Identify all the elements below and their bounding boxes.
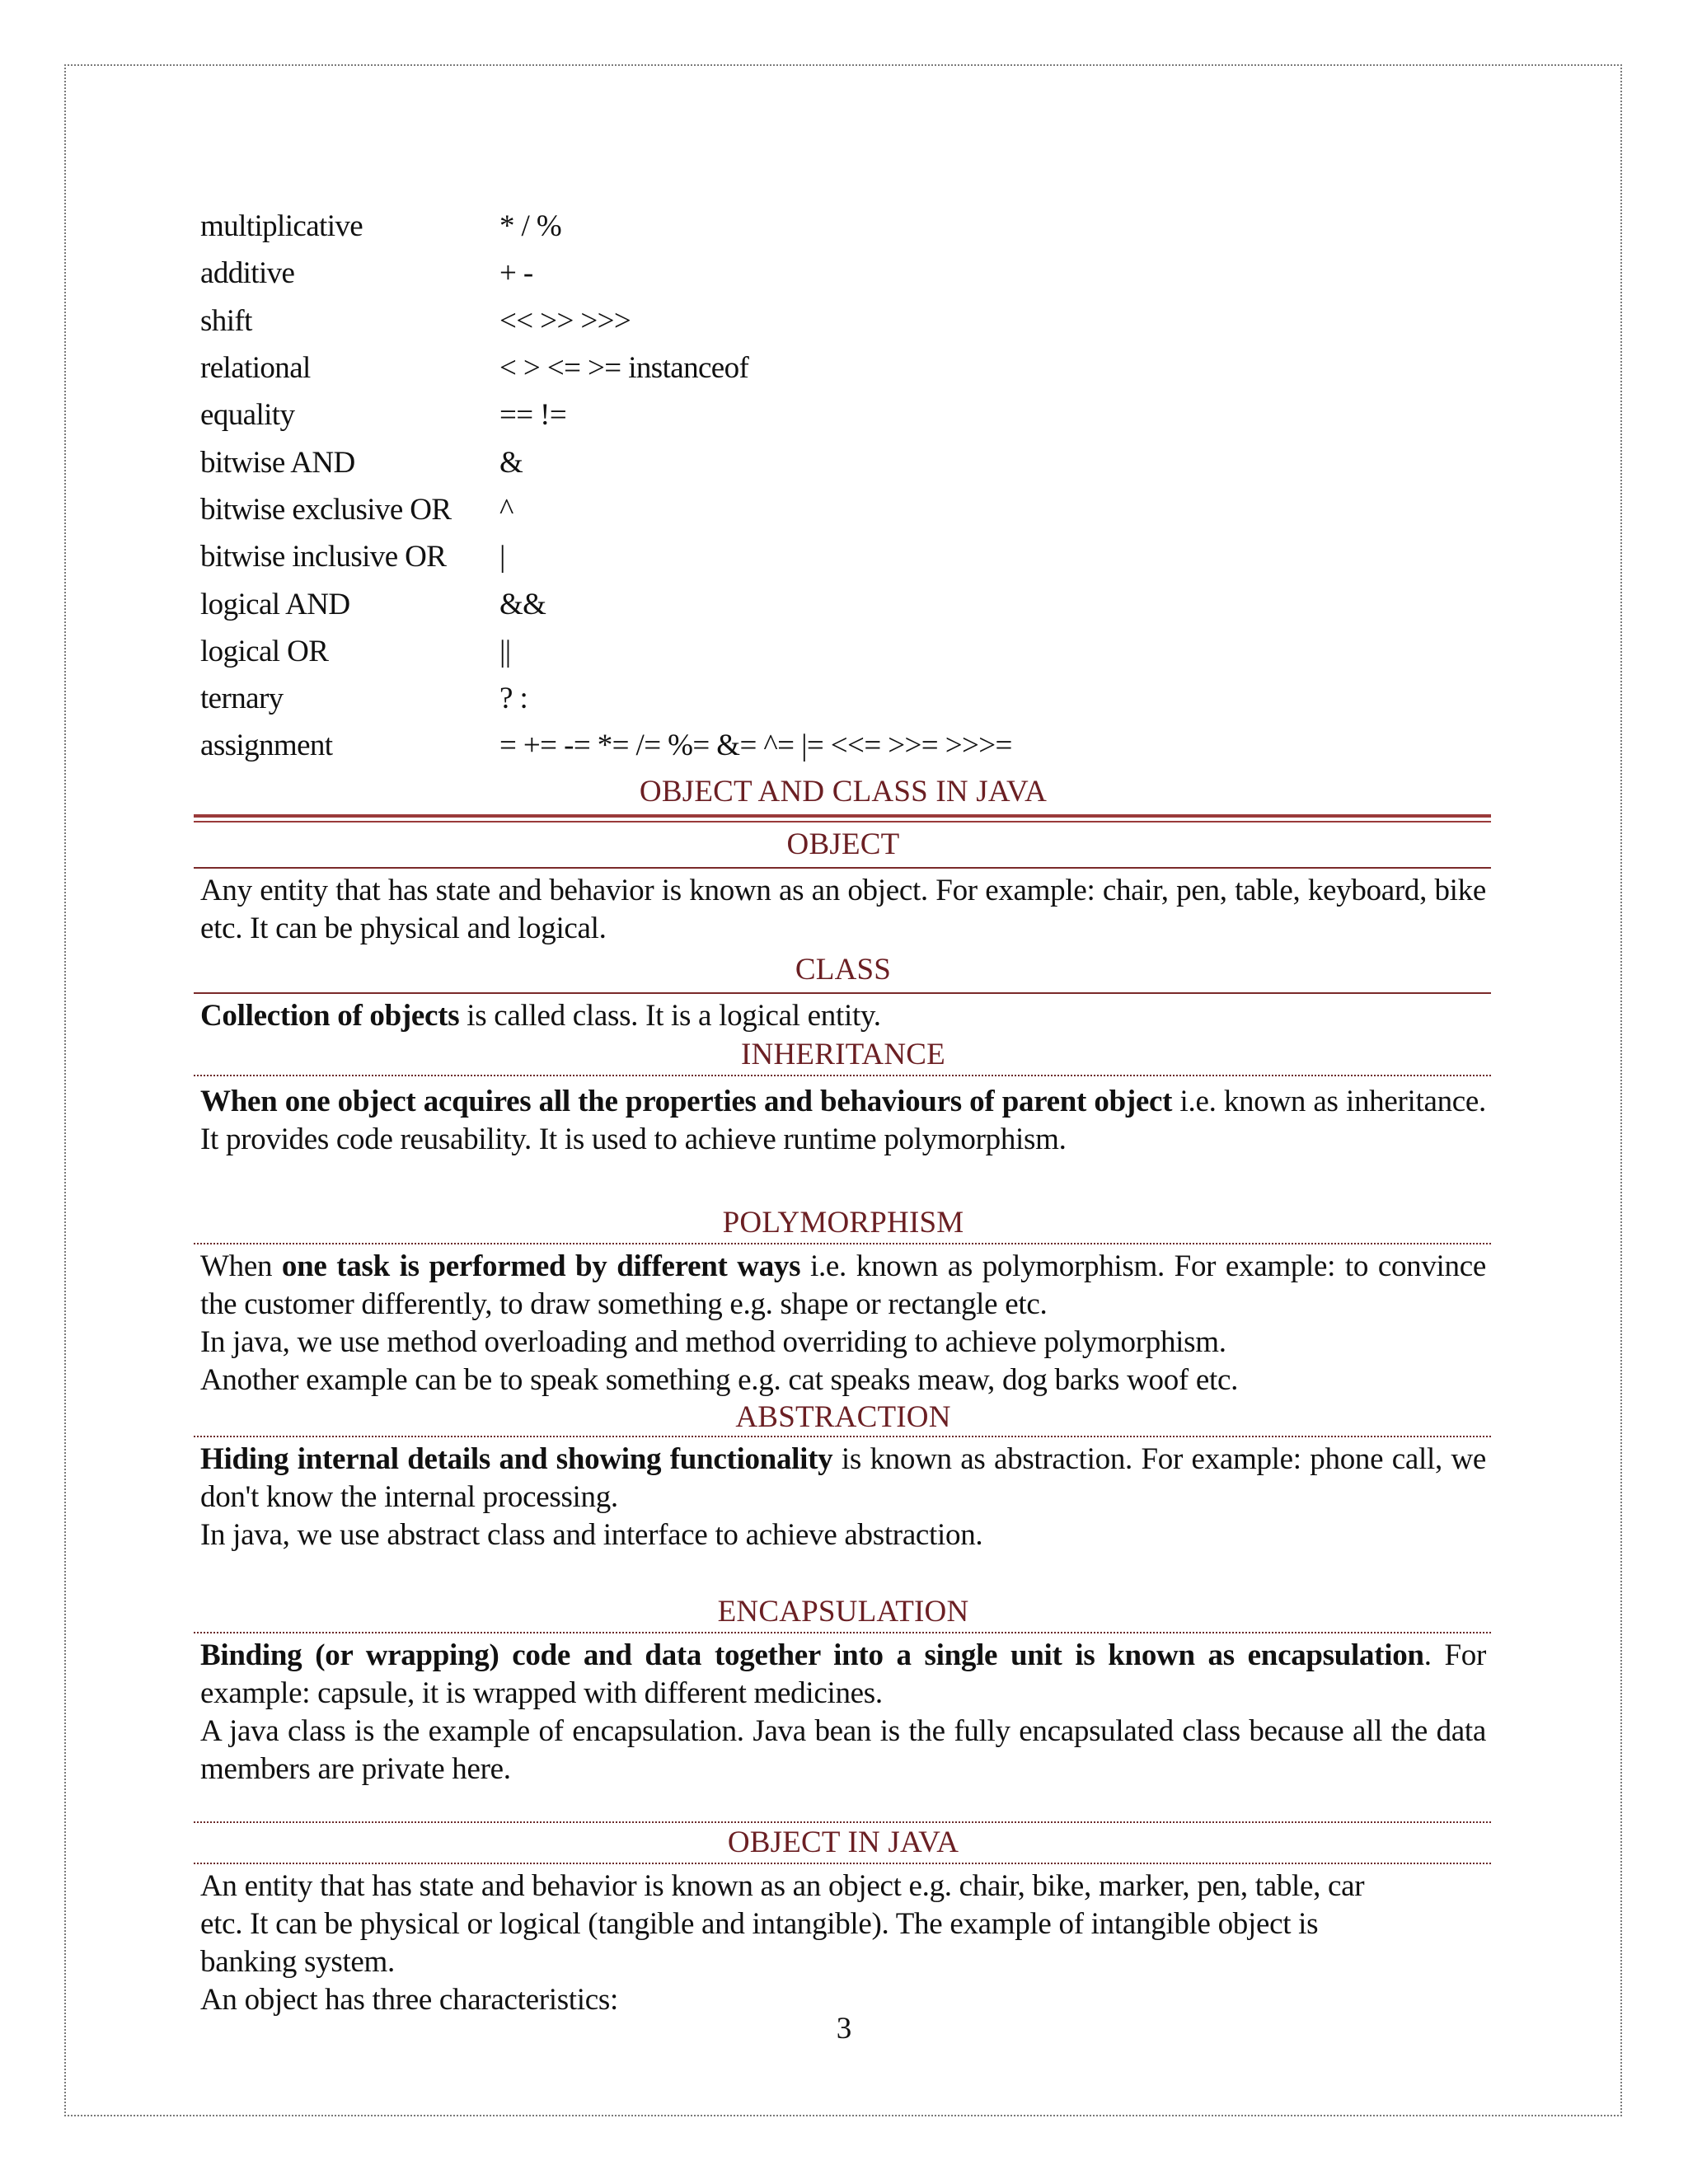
- operator-symbols: &&: [499, 587, 546, 621]
- operator-row: [200, 722, 1486, 769]
- class-bold: Collection of objects: [200, 998, 460, 1033]
- operator-symbols: ^: [499, 492, 513, 527]
- heading-abstraction: ABSTRACTION: [735, 1399, 951, 1434]
- operator-row: [200, 580, 1486, 627]
- document-content: [200, 203, 1486, 2019]
- polymorphism-bold: one task is performed by different ways: [281, 1249, 801, 1283]
- encapsulation-line-2: A java class is the example of encapsulation. Java bean is the fully encapsulated class because all the data members are private here.: [200, 1713, 1486, 1786]
- encapsulation-paragraph: [200, 1637, 1486, 1788]
- spacer: [200, 1554, 1486, 1592]
- operator-row: [200, 298, 1486, 344]
- heading-rule: [194, 992, 1491, 994]
- inheritance-paragraph: [200, 1083, 1486, 1159]
- heading-object: OBJECT: [786, 827, 900, 861]
- operator-name: bitwise exclusive OR: [200, 492, 452, 527]
- polymorphism-pre: When: [200, 1249, 282, 1283]
- operator-row: [200, 391, 1486, 438]
- operator-symbols: == !=: [499, 398, 567, 433]
- operator-name: assignment: [200, 729, 333, 763]
- page-number: 3: [836, 2012, 852, 2046]
- operator-symbols: = += -= *= /= %= &= ^= |= <<= >>= >>>=: [499, 729, 1012, 763]
- heading-rule: [194, 1863, 1491, 1864]
- heading-class: CLASS: [795, 952, 892, 987]
- polymorphism-text: [200, 1248, 1486, 1324]
- heading-rule: [194, 1075, 1491, 1076]
- abstraction-rest: is known as abstraction. For example: phone call, we don't know the internal processing.: [200, 1441, 1487, 1514]
- operator-symbols: |: [499, 540, 505, 574]
- operator-row: [200, 438, 1486, 485]
- double-rule: [194, 814, 1491, 823]
- operator-name: multiplicative: [200, 209, 363, 244]
- operator-row: [200, 533, 1486, 580]
- heading-rule: [194, 867, 1491, 869]
- operator-row: [200, 675, 1486, 722]
- polymorphism-rest: i.e. known as polymorphism. For example: to convince the customer differently, to draw something e.g. shape or rectangle etc.: [200, 1249, 1486, 1321]
- operator-name: ternary: [200, 682, 284, 716]
- polymorphism-paragraph: [200, 1248, 1486, 1399]
- operator-name: logical AND: [200, 587, 350, 621]
- spacer: [200, 1159, 1486, 1203]
- operator-name: bitwise inclusive OR: [200, 540, 447, 574]
- object-paragraph: [200, 872, 1486, 948]
- operator-name: shift: [200, 303, 252, 338]
- operator-name: bitwise AND: [200, 445, 355, 480]
- main-title: OBJECT AND CLASS IN JAVA: [639, 774, 1048, 808]
- heading-inheritance: INHERITANCE: [741, 1037, 945, 1071]
- operator-symbols: ||: [499, 634, 511, 668]
- operator-row: [200, 203, 1486, 250]
- abstraction-line-2: In java, we use abstract class and interface to achieve abstraction.: [200, 1517, 983, 1552]
- encapsulation-rest: . For example: capsule, it is wrapped with different medicines.: [200, 1638, 1486, 1710]
- operator-row: [200, 344, 1486, 391]
- object-in-java-line-2: An object has three characteristics:: [200, 1982, 618, 2017]
- object-in-java-paragraph: [200, 1868, 1371, 2019]
- operator-symbols: * / %: [499, 209, 562, 244]
- spacer: [200, 1788, 1486, 1821]
- class-paragraph: [200, 997, 1486, 1035]
- operator-name: logical OR: [200, 634, 329, 668]
- operator-name: additive: [200, 256, 295, 291]
- heading-polymorphism: POLYMORPHISM: [722, 1205, 964, 1240]
- encapsulation-text: [200, 1637, 1486, 1713]
- object-in-java-text: An entity that has state and behavior is known as an object e.g. chair, bike, marker, pen, table, car etc. It can be physical or logical (tangible and intangible). The example of intangible object is banking system.: [200, 1868, 1365, 1979]
- inheritance-bold: When one object acquires all the properties and behaviours of parent object: [200, 1084, 1173, 1118]
- heading-rule: [194, 1436, 1491, 1437]
- operator-symbols: + -: [499, 256, 533, 291]
- heading-encapsulation: ENCAPSULATION: [717, 1594, 969, 1629]
- operator-name: relational: [200, 351, 311, 386]
- encapsulation-bold: Binding (or wrapping) code and data together into a single unit is known as encapsulation: [200, 1638, 1424, 1672]
- class-text: [200, 997, 1486, 1035]
- polymorphism-line-3: Another example can be to speak something e.g. cat speaks meaw, dog barks woof etc.: [200, 1362, 1239, 1397]
- operator-row: [200, 486, 1486, 533]
- operator-precedence-table: [200, 203, 1486, 770]
- operator-row: [200, 250, 1486, 297]
- operator-symbols: << >> >>>: [499, 303, 631, 338]
- inheritance-text: [200, 1083, 1486, 1159]
- class-rest: is called class. It is a logical entity.: [459, 998, 881, 1033]
- heading-object-in-java: OBJECT IN JAVA: [727, 1825, 959, 1859]
- operator-symbols: < > <= >= instanceof: [499, 351, 749, 386]
- heading-rule: [194, 1632, 1491, 1633]
- heading-rule: [194, 1243, 1491, 1244]
- operator-symbols: &: [499, 445, 523, 480]
- operator-name: equality: [200, 398, 295, 433]
- abstraction-text: [200, 1441, 1486, 1516]
- abstraction-bold: Hiding internal details and showing functionality: [200, 1441, 833, 1476]
- operator-row: [200, 628, 1486, 675]
- object-text: Any entity that has state and behavior is known as an object. For example: chair, pen, table, keyboard, bike etc. It can be physical and logical.: [200, 873, 1486, 945]
- operator-symbols: ? :: [499, 682, 528, 716]
- inheritance-rest: i.e. known as inheritance. It provides code reusability. It is used to achieve runtime polymorphism.: [200, 1084, 1486, 1156]
- polymorphism-line-2: In java, we use method overloading and method overriding to achieve polymorphism.: [200, 1324, 1226, 1359]
- abstraction-paragraph: [200, 1441, 1486, 1554]
